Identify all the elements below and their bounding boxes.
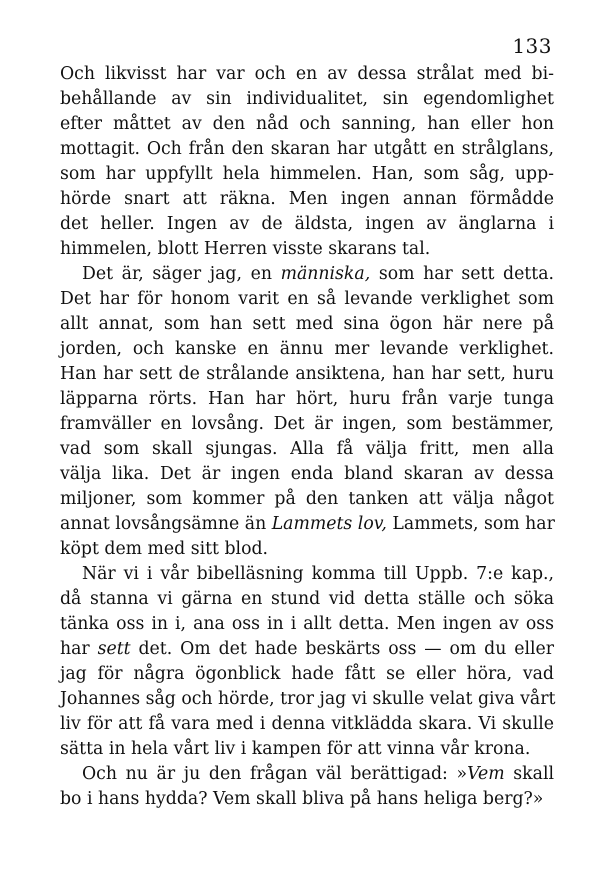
text-segment: Det har för honom varit en så levande verklighet som [60, 289, 554, 309]
text-segment: som har sett detta. [370, 264, 554, 284]
emphasized-text: Lammets lov, [271, 514, 387, 534]
text-line [60, 137, 554, 162]
text-segment: miljoner, som kommer på den tanken att välja något [60, 489, 554, 509]
text-line [60, 412, 554, 437]
text-line [60, 87, 554, 112]
text-segment: sätta in hela vårt liv i kampen för att vinna vår krona. [60, 739, 531, 759]
text-segment: som har uppfyllt hela himmelen. Han, som såg, upp- [60, 164, 554, 184]
text-segment: När vi i vår bibelläsning komma till Uppb. 7:e kap., [82, 564, 554, 584]
text-line [60, 312, 554, 337]
text-line [60, 112, 554, 137]
text-segment: har [60, 639, 98, 659]
text-segment: allt annat, som han sett med sina ögon här nere på [60, 314, 554, 334]
text-line [60, 737, 554, 762]
text-segment: Och nu är ju den frågan väl berättigad: » [82, 764, 468, 784]
text-segment: välja lika. Det är ingen enda bland skaran av dessa [60, 464, 554, 484]
text-segment: tänka oss in i, ana oss in i allt detta. Men ingen av oss [60, 614, 554, 634]
text-line [60, 262, 554, 287]
text-line [60, 337, 554, 362]
text-segment: jorden, och kanske en ännu mer levande verklighet. [60, 339, 554, 359]
text-segment: Han har sett de strålande ansiktena, han har sett, huru [60, 364, 554, 384]
text-segment: Och likvisst har var och en av dessa strålat med bi- [60, 64, 554, 84]
text-line [60, 362, 554, 387]
text-segment: efter måttet av den nåd och sanning, han eller hon [60, 114, 554, 134]
text-segment: annat lovsångsämne än [60, 514, 272, 534]
text-segment: Det är, säger jag, en [82, 264, 281, 284]
text-segment: skall [504, 764, 554, 784]
text-line [60, 62, 554, 87]
text-line [60, 612, 554, 637]
text-segment: jag för några ögonblick hade fått se eller höra, vad [60, 664, 554, 684]
text-line [60, 512, 554, 537]
text-segment: Johannes såg och hörde, tror jag vi skulle velat giva vårt [60, 689, 556, 709]
emphasized-text: Vem [467, 764, 505, 784]
text-line [60, 562, 554, 587]
text-line [60, 462, 554, 487]
text-segment: det. Om det hade beskärts oss — om du eller [130, 639, 554, 659]
text-segment: då stanna vi gärna en stund vid detta ställe och söka [60, 589, 554, 609]
text-line [60, 437, 554, 462]
text-segment: bo i hans hydda? Vem skall bliva på hans heliga berg?» [60, 789, 544, 809]
body-text [60, 62, 554, 812]
text-segment: hörde snart att räkna. Men ingen annan förmådde [60, 189, 554, 209]
text-segment: mottagit. Och från den skaran har utgått en strålglans, [60, 139, 554, 159]
text-line [60, 537, 554, 562]
text-line [60, 662, 554, 687]
text-line [60, 162, 554, 187]
text-segment: Lammets, som har [386, 514, 555, 534]
text-line [60, 237, 554, 262]
text-line [60, 187, 554, 212]
text-segment: köpt dem med sitt blod. [60, 539, 269, 559]
text-segment: vad som skall sjungas. Alla få välja fritt, men alla [60, 439, 554, 459]
text-line [60, 287, 554, 312]
text-segment: behållande av sin individualitet, sin egendomlighet [60, 89, 554, 109]
text-line [60, 712, 554, 737]
text-line [60, 487, 554, 512]
text-line [60, 787, 554, 812]
text-segment: framväller en lovsång. Det är ingen, som bestämmer, [60, 414, 554, 434]
text-line [60, 637, 554, 662]
text-line [60, 212, 554, 237]
text-segment: himmelen, blott Herren visste skarans tal. [60, 239, 431, 259]
page-number: 133 [512, 34, 552, 58]
text-segment: liv för att få vara med i denna vitklädda skara. Vi skulle [60, 714, 554, 734]
emphasized-text: människa, [280, 264, 371, 284]
emphasized-text: sett [97, 639, 131, 659]
text-segment: det heller. Ingen av de äldsta, ingen av änglarna i [60, 214, 554, 234]
text-line [60, 687, 554, 712]
text-line [60, 387, 554, 412]
text-line [60, 587, 554, 612]
text-line [60, 762, 554, 787]
text-segment: läpparna rörts. Han har hört, huru från varje tunga [60, 389, 554, 409]
